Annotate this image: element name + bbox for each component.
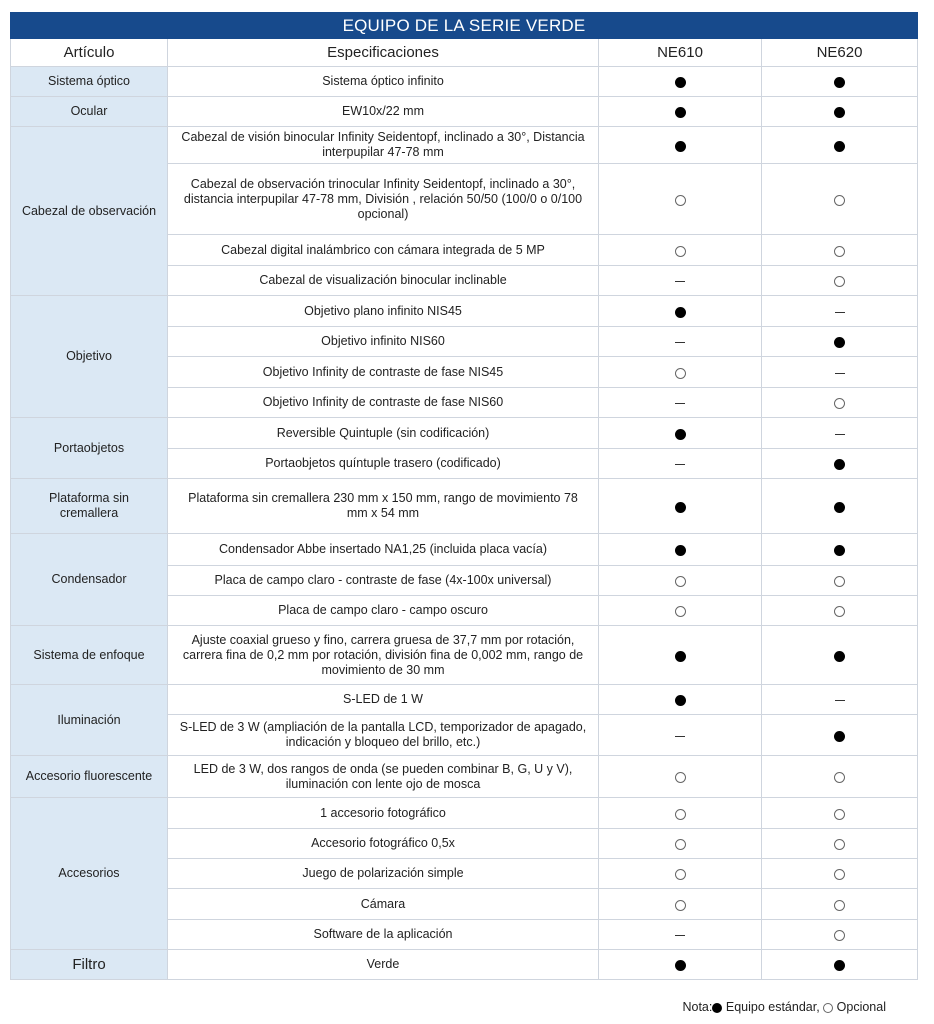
ne620-cell <box>762 596 918 626</box>
ne610-cell <box>599 127 762 164</box>
ne610-cell <box>599 418 762 449</box>
ne610-cell <box>599 950 762 980</box>
ne620-cell <box>762 388 918 418</box>
standard-dot-icon <box>675 107 686 118</box>
ne620-cell <box>762 127 918 164</box>
optional-circle-icon <box>834 398 845 409</box>
ne620-cell <box>762 97 918 127</box>
ne620-cell <box>762 920 918 950</box>
standard-dot-icon <box>834 459 845 470</box>
optional-circle-icon <box>834 900 845 911</box>
spec-cell: Objetivo plano infinito NIS45 <box>168 296 599 327</box>
ne610-cell <box>599 859 762 889</box>
ne610-cell <box>599 97 762 127</box>
ne610-cell <box>599 798 762 829</box>
standard-dot-icon <box>834 141 845 152</box>
category-cell: Sistema óptico <box>11 67 168 97</box>
ne610-cell <box>599 685 762 715</box>
not-available-dash-icon <box>675 935 685 936</box>
ne610-cell <box>599 829 762 859</box>
standard-dot-icon <box>834 960 845 971</box>
optional-circle-icon <box>675 839 686 850</box>
ne620-cell <box>762 357 918 388</box>
optional-circle-icon <box>675 195 686 206</box>
table-row <box>11 534 918 566</box>
ne610-cell <box>599 715 762 756</box>
ne610-cell <box>599 626 762 685</box>
ne620-cell <box>762 235 918 266</box>
category-cell: Sistema de enfoque <box>11 626 168 685</box>
category-cell: Plataforma sin cremallera <box>11 479 168 534</box>
standard-dot-icon <box>675 651 686 662</box>
table-row <box>11 479 918 534</box>
category-cell: Portaobjetos <box>11 418 168 479</box>
spec-cell: Objetivo infinito NIS60 <box>168 327 599 357</box>
table-row <box>11 418 918 449</box>
not-available-dash-icon <box>675 736 685 737</box>
spec-cell: Objetivo Infinity de contraste de fase NIS45 <box>168 357 599 388</box>
ne620-cell <box>762 164 918 235</box>
optional-circle-icon <box>675 576 686 587</box>
note-standard: Equipo estándar, <box>725 1000 820 1014</box>
ne610-cell <box>599 266 762 296</box>
table-row <box>11 97 918 127</box>
ne620-cell <box>762 449 918 479</box>
standard-dot-icon <box>834 731 845 742</box>
spec-cell: Accesorio fotográfico 0,5x <box>168 829 599 859</box>
standard-dot-icon <box>712 1003 722 1013</box>
category-cell: Iluminación <box>11 685 168 756</box>
standard-dot-icon <box>675 77 686 88</box>
ne610-cell <box>599 534 762 566</box>
ne620-cell <box>762 685 918 715</box>
optional-circle-icon <box>834 809 845 820</box>
ne610-cell <box>599 449 762 479</box>
ne620-cell <box>762 418 918 449</box>
ne620-cell <box>762 566 918 596</box>
ne610-cell <box>599 357 762 388</box>
not-available-dash-icon <box>835 312 845 313</box>
spec-cell: S-LED de 3 W (ampliación de la pantalla LCD, temporizador de apagado, indicación y bloqueo del brillo, etc.) <box>168 715 599 756</box>
ne620-cell <box>762 859 918 889</box>
spec-cell: LED de 3 W, dos rangos de onda (se pueden combinar B, G, U y V), iluminación con lente ojo de mosca <box>168 756 599 798</box>
optional-circle-icon <box>675 606 686 617</box>
ne610-cell <box>599 296 762 327</box>
header-item: Artículo <box>11 39 168 67</box>
ne610-cell <box>599 327 762 357</box>
table-row <box>11 756 918 798</box>
ne620-cell <box>762 534 918 566</box>
spec-cell: Cabezal digital inalámbrico con cámara integrada de 5 MP <box>168 235 599 266</box>
ne610-cell <box>599 235 762 266</box>
table-title: EQUIPO DE LA SERIE VERDE <box>11 13 918 39</box>
not-available-dash-icon <box>675 342 685 343</box>
spec-cell: Cabezal de visualización binocular inclinable <box>168 266 599 296</box>
category-cell: Cabezal de observación <box>11 127 168 296</box>
ne610-cell <box>599 596 762 626</box>
spec-cell: S-LED de 1 W <box>168 685 599 715</box>
optional-circle-icon <box>675 869 686 880</box>
ne620-cell <box>762 950 918 980</box>
spec-cell: EW10x/22 mm <box>168 97 599 127</box>
optional-circle-icon <box>675 368 686 379</box>
note-optional: Opcional <box>836 1000 886 1014</box>
spec-cell: Portaobjetos quíntuple trasero (codificado) <box>168 449 599 479</box>
standard-dot-icon <box>675 307 686 318</box>
standard-dot-icon <box>834 107 845 118</box>
spec-cell: 1 accesorio fotográfico <box>168 798 599 829</box>
spec-cell: Software de la aplicación <box>168 920 599 950</box>
spec-cell: Cámara <box>168 889 599 920</box>
optional-circle-icon <box>675 246 686 257</box>
not-available-dash-icon <box>675 403 685 404</box>
ne620-cell <box>762 798 918 829</box>
optional-circle-icon <box>834 195 845 206</box>
ne610-cell <box>599 756 762 798</box>
category-cell: Ocular <box>11 97 168 127</box>
spec-cell: Placa de campo claro - campo oscuro <box>168 596 599 626</box>
optional-circle-icon <box>834 930 845 941</box>
standard-dot-icon <box>675 545 686 556</box>
legend-note <box>682 1000 886 1014</box>
header-ne620: NE620 <box>762 39 918 67</box>
table-row <box>11 798 918 829</box>
table-row <box>11 950 918 980</box>
table-body <box>11 67 918 980</box>
standard-dot-icon <box>834 502 845 513</box>
spec-cell: Verde <box>168 950 599 980</box>
ne620-cell <box>762 479 918 534</box>
spec-cell: Condensador Abbe insertado NA1,25 (incluida placa vacía) <box>168 534 599 566</box>
table-row <box>11 127 918 164</box>
category-cell: Condensador <box>11 534 168 626</box>
equipment-table <box>10 12 918 980</box>
table-row <box>11 626 918 685</box>
optional-circle-icon <box>834 869 845 880</box>
ne610-cell <box>599 67 762 97</box>
ne620-cell <box>762 715 918 756</box>
spec-cell: Placa de campo claro - contraste de fase (4x-100x universal) <box>168 566 599 596</box>
standard-dot-icon <box>834 337 845 348</box>
optional-circle-icon <box>834 276 845 287</box>
ne610-cell <box>599 920 762 950</box>
note-prefix: Nota: <box>682 1000 713 1014</box>
optional-circle-icon <box>834 606 845 617</box>
ne620-cell <box>762 296 918 327</box>
spec-cell: Cabezal de visión binocular Infinity Seidentopf, inclinado a 30°, Distancia interpupilar 47-78 mm <box>168 127 599 164</box>
standard-dot-icon <box>675 502 686 513</box>
header-ne610: NE610 <box>599 39 762 67</box>
category-cell: Accesorios <box>11 798 168 950</box>
table-row <box>11 296 918 327</box>
ne610-cell <box>599 388 762 418</box>
optional-circle-icon <box>834 839 845 850</box>
spec-cell: Cabezal de observación trinocular Infinity Seidentopf, inclinado a 30°, distancia interpupilar 47-78 mm, División , relación 50/50 (100/0 o 0/100 opcional) <box>168 164 599 235</box>
ne620-cell <box>762 626 918 685</box>
ne610-cell <box>599 164 762 235</box>
header-spec: Especificaciones <box>168 39 599 67</box>
standard-dot-icon <box>834 77 845 88</box>
category-cell: Filtro <box>11 950 168 980</box>
spec-cell: Objetivo Infinity de contraste de fase NIS60 <box>168 388 599 418</box>
not-available-dash-icon <box>835 700 845 701</box>
standard-dot-icon <box>675 960 686 971</box>
standard-dot-icon <box>675 141 686 152</box>
standard-dot-icon <box>834 651 845 662</box>
not-available-dash-icon <box>835 434 845 435</box>
ne620-cell <box>762 829 918 859</box>
optional-circle-icon <box>834 576 845 587</box>
spec-cell: Juego de polarización simple <box>168 859 599 889</box>
category-cell: Accesorio fluorescente <box>11 756 168 798</box>
category-cell: Objetivo <box>11 296 168 418</box>
ne620-cell <box>762 889 918 920</box>
ne610-cell <box>599 479 762 534</box>
ne620-cell <box>762 756 918 798</box>
spec-cell: Sistema óptico infinito <box>168 67 599 97</box>
ne610-cell <box>599 566 762 596</box>
standard-dot-icon <box>675 429 686 440</box>
table-row <box>11 685 918 715</box>
spec-cell: Ajuste coaxial grueso y fino, carrera gruesa de 37,7 mm por rotación, carrera fina de 0,2 mm por rotación, división fina de 0,002 mm, rango de movimiento de 30 mm <box>168 626 599 685</box>
optional-circle-icon <box>834 246 845 257</box>
spec-cell: Reversible Quintuple (sin codificación) <box>168 418 599 449</box>
not-available-dash-icon <box>675 464 685 465</box>
optional-circle-icon <box>675 900 686 911</box>
optional-circle-icon <box>675 809 686 820</box>
optional-circle-icon <box>823 1003 833 1013</box>
optional-circle-icon <box>675 772 686 783</box>
table-row <box>11 67 918 97</box>
ne620-cell <box>762 67 918 97</box>
optional-circle-icon <box>834 772 845 783</box>
standard-dot-icon <box>675 695 686 706</box>
not-available-dash-icon <box>675 281 685 282</box>
not-available-dash-icon <box>835 373 845 374</box>
standard-dot-icon <box>834 545 845 556</box>
equipment-table-container <box>10 12 917 980</box>
ne620-cell <box>762 266 918 296</box>
ne620-cell <box>762 327 918 357</box>
ne610-cell <box>599 889 762 920</box>
spec-cell: Plataforma sin cremallera 230 mm x 150 mm, rango de movimiento 78 mm x 54 mm <box>168 479 599 534</box>
